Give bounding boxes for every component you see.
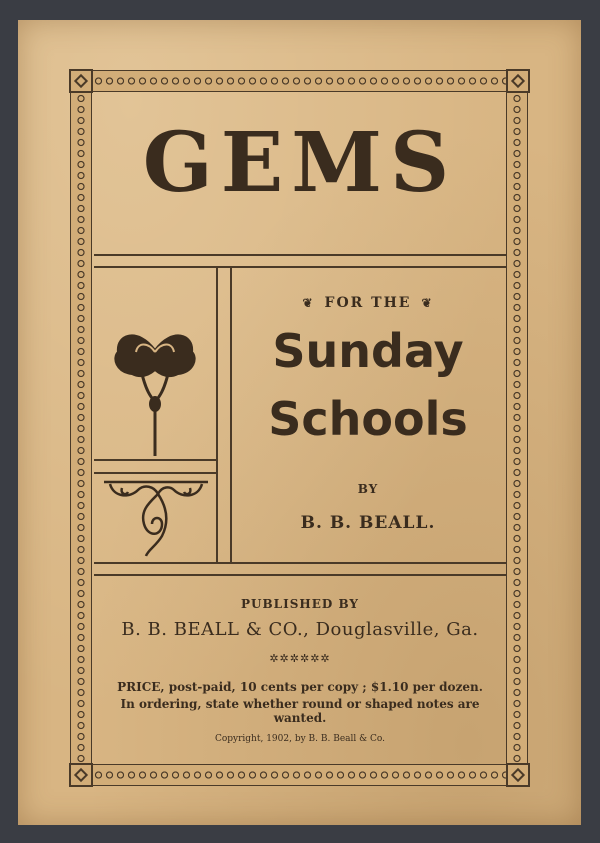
for-the-line [232, 295, 504, 311]
rule-above-publisher-1 [94, 562, 506, 564]
published-by-label: PUBLISHED BY [241, 597, 359, 611]
subtitle-line-1: Sunday [272, 324, 464, 378]
leaf-icon: ❦ [421, 296, 434, 310]
publisher-name: B. B. BEALL & CO., Douglasville, Ga. [121, 619, 479, 640]
border-right [506, 92, 528, 764]
rule-under-title-1 [94, 254, 506, 256]
rule-under-title-2 [94, 266, 506, 268]
corner-ornament-top-left [69, 69, 93, 93]
corner-ornament-top-right [506, 69, 530, 93]
subtitle-line-2: Schools [268, 392, 468, 446]
border-top [92, 70, 508, 92]
border-bottom [92, 764, 508, 786]
ordering-note: In ordering, state whether round or shaped notes are wanted. [120, 697, 480, 725]
rule-vertical-1 [216, 268, 218, 562]
for-the-text: FOR THE [324, 295, 412, 311]
star-ornament-row: ✲✲✲✲✲✲ [269, 652, 331, 665]
rule-panel-divider-2 [94, 472, 216, 474]
stylized-flower-icon [108, 322, 202, 458]
corner-ornament-bottom-right [506, 763, 530, 787]
leaf-icon: ❦ [302, 296, 315, 310]
corner-ornament-bottom-left [69, 763, 93, 787]
border-left [70, 92, 92, 764]
by-label: BY [357, 482, 379, 496]
rule-above-publisher-2 [94, 574, 506, 576]
price-line: PRICE, post-paid, 10 cents per copy ; $1.10 per dozen. [117, 680, 483, 694]
copyright-line: Copyright, 1902, by B. B. Beall & Co. [214, 734, 386, 744]
author-name: B. B. BEALL. [300, 513, 436, 533]
rule-panel-divider-1 [94, 459, 216, 461]
cover-title: GEMS [142, 115, 458, 211]
scroll-flourish-icon [100, 476, 212, 558]
